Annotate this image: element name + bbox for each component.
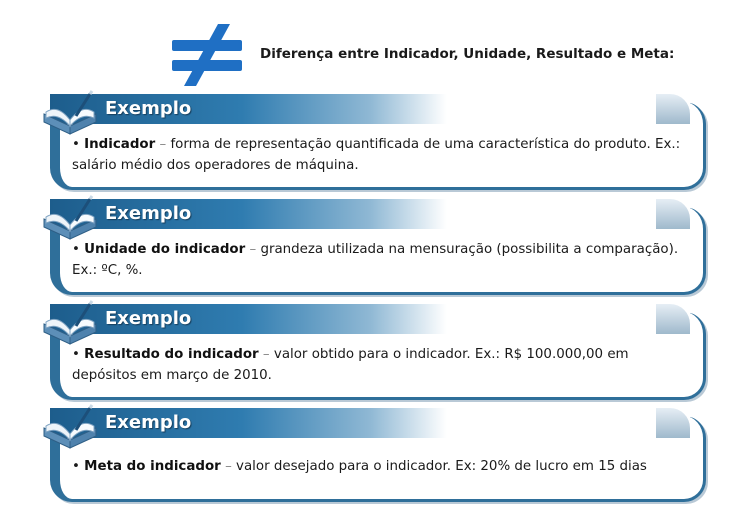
card-text (72, 239, 684, 281)
definition: forma de representação quantificada de uma característica do produto. Ex.: salário médio dos operadores de máquina. (72, 137, 681, 173)
page-title: Diferença entre Indicador, Unidade, Resultado e Meta: (260, 46, 675, 62)
dash: – (262, 347, 270, 362)
definition: valor obtido para o indicador. Ex.: R$ 100.000,00 em depósitos em março de 2010. (72, 347, 629, 383)
card-tab-label: Exemplo (105, 203, 192, 224)
term: Unidade do indicador (84, 242, 246, 257)
card-tab-label: Exemplo (105, 98, 192, 119)
open-book-icon (40, 300, 102, 346)
example-card-4 (42, 408, 706, 502)
dash: – (159, 137, 167, 152)
term: Indicador (84, 137, 156, 152)
example-card-2 (42, 199, 706, 295)
card-text (72, 456, 684, 477)
bullet: • (72, 242, 80, 257)
definition: grandeza utilizada na mensuração (possibilita a comparação). Ex.: ºC, %. (72, 242, 679, 278)
bullet: • (72, 347, 80, 362)
bullet: • (72, 137, 80, 152)
example-card-3 (42, 304, 706, 400)
open-book-icon (40, 404, 102, 450)
bullet: • (72, 459, 80, 474)
open-book-icon (40, 90, 102, 136)
header (170, 22, 730, 88)
card-text (72, 134, 684, 176)
card-tab-label: Exemplo (105, 412, 192, 433)
open-book-icon (40, 195, 102, 241)
term: Resultado do indicador (84, 347, 259, 362)
not-equal-icon (170, 22, 244, 88)
card-text (72, 344, 684, 386)
term: Meta do indicador (84, 459, 221, 474)
card-tab-label: Exemplo (105, 308, 192, 329)
dash: – (225, 459, 232, 474)
example-card-1 (42, 94, 706, 190)
dash: – (249, 242, 257, 257)
definition: valor desejado para o indicador. Ex: 20% de lucro em 15 dias (236, 459, 647, 474)
